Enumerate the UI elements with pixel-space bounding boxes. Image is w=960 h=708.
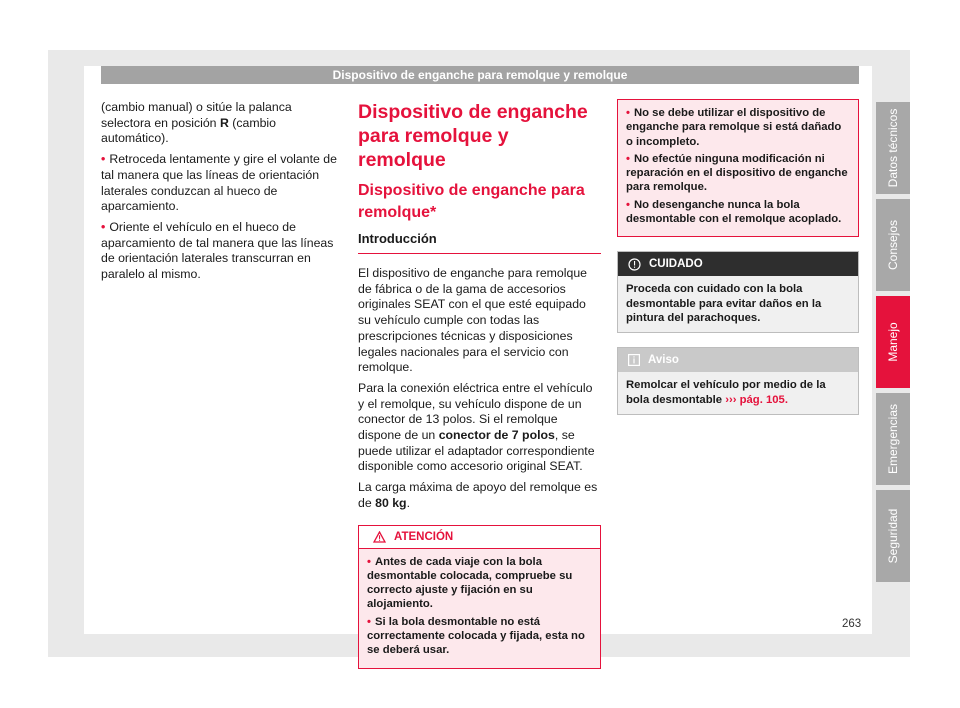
tab-manejo[interactable]: Manejo <box>876 296 910 388</box>
column-middle <box>358 100 601 669</box>
caution-header: CUIDADO <box>618 252 858 276</box>
note-header: Aviso <box>618 348 858 372</box>
body-paragraph: La carga máxima de apoyo del remolque es de 80 kg. <box>358 480 598 510</box>
gear-letter: R <box>219 115 229 130</box>
caution-text: Proceda con cuidado con la bola desmontable para evitar daños en la pintura del parachoques. <box>626 283 822 324</box>
bullet-icon: • <box>367 615 371 628</box>
tab-datos-tecnicos[interactable]: Datos técnicos <box>876 102 910 194</box>
bullet-icon: • <box>367 555 371 568</box>
info-square-icon <box>628 354 640 366</box>
warning-box-continued <box>617 99 859 237</box>
running-header: Dispositivo de enganche para remolque y remolque <box>101 66 859 84</box>
list-item: • Retroceda lentamente y gire el volante de tal manera que las líneas de orientación laterales conduzcan al hueco de aparcamiento. <box>101 152 337 214</box>
warning-item: • No efectúe ninguna modificación ni reparación en el dispositivo de enganche para remolque. <box>626 152 848 194</box>
info-circle-icon <box>628 258 641 271</box>
bullet-icon: • <box>626 152 630 165</box>
warning-item: • No desenganche nunca la bola desmontable con el remolque acoplado. <box>626 198 842 226</box>
warning-item: • No se debe utilizar el dispositivo de enganche para remolque si está dañado o incompleto. <box>626 107 842 148</box>
bullet-icon: • <box>101 219 106 234</box>
bullet-icon: • <box>101 152 106 167</box>
page-number: 263 <box>842 618 862 630</box>
tab-emergencias[interactable]: Emergencias <box>876 393 910 485</box>
bullet-icon: • <box>626 107 630 119</box>
body-paragraph: Para la conexión eléctrica entre el vehículo y el remolque, su vehículo dispone de un conector de 13 polos. Si el remolque dispone de un conector de 7 polos, se puede utilizar el adaptador correspondiente disponible como accesorio original SEAT. <box>358 380 595 474</box>
column-right <box>617 99 859 415</box>
tab-consejos[interactable]: Consejos <box>876 199 910 291</box>
subheading-intro: Introducción <box>358 230 601 254</box>
body-paragraph: El dispositivo de enganche para remolque de fábrica o de la gama de accesorios originales SEAT con el que esté equipado su vehículo cumple con todas las prescripciones técnicas y disposiciones legales nacionales para el servicio con remolque. <box>358 266 588 375</box>
warning-item: • Antes de cada viaje con la bola desmontable colocada, compruebe su correcto ajuste y fijación en su alojamiento. <box>367 555 573 611</box>
subsection-title: Dispositivo de enganche para remolque* <box>358 182 585 221</box>
caution-box <box>617 251 859 333</box>
warning-header: ATENCIÓN <box>359 526 600 549</box>
bullet-icon: • <box>626 198 630 211</box>
section-title: Dispositivo de enganche para remolque y remolque <box>358 101 588 171</box>
page-reference-link[interactable]: ››› pág. 105. <box>725 393 788 406</box>
note-box <box>617 347 859 415</box>
column-left <box>101 100 339 288</box>
intro-paragraph: (cambio manual) o sitúe la palanca selectora en posición R (cambio automático). <box>101 100 292 146</box>
list-item: • Oriente el vehículo en el hueco de aparcamiento de tal manera que las líneas de orientación laterales transcurran en paralelo al mismo. <box>101 219 334 282</box>
tab-seguridad[interactable]: Seguridad <box>876 490 910 582</box>
warning-box <box>358 525 601 669</box>
warning-triangle-icon <box>373 531 386 543</box>
note-text: Remolcar el vehículo por medio de la bola desmontable ››› pág. 105. <box>626 379 826 406</box>
warning-item: • Si la bola desmontable no está correctamente colocada y fijada, esta no se deberá usar. <box>367 615 585 657</box>
